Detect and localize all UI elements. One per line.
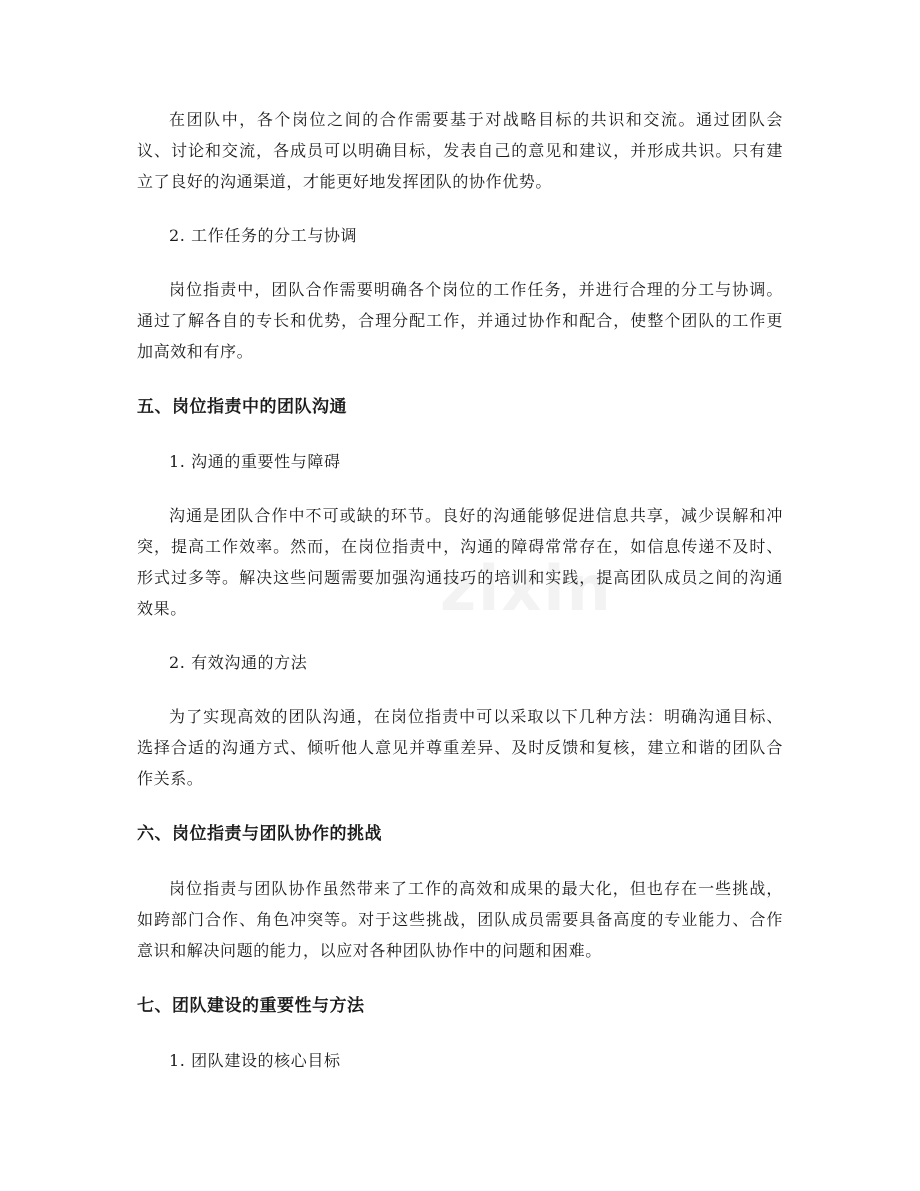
document-body — [137, 104, 783, 1076]
subheading-task-division: 2. 工作任务的分工与协调 — [169, 226, 358, 245]
section-heading-6: 六、岗位指责与团队协作的挑战 — [137, 824, 382, 844]
paragraph-consensus: 在团队中，各个岗位之间的合作需要基于对战略目标的共识和交流。通过团队会议、讨论和交流，各成员可以明确目标，发表自己的意见和建议，并形成共识。只有建立了良好的沟通渠道，才能更好地发挥团队的协作优势。 — [137, 110, 783, 191]
subheading-communication-importance: 1. 沟通的重要性与障碍 — [169, 452, 341, 471]
section-heading-7: 七、团队建设的重要性与方法 — [137, 996, 365, 1016]
subheading-effective-communication: 2. 有效沟通的方法 — [169, 653, 308, 672]
section-heading-5: 五、岗位指责中的团队沟通 — [137, 397, 347, 417]
paragraph-task-division: 岗位指责中，团队合作需要明确各个岗位的工作任务，并进行合理的分工与协调。通过了解各自的专长和优势，合理分配工作，并通过协作和配合，使整个团队的工作更加高效和有序。 — [137, 280, 783, 361]
paragraph-challenges: 岗位指责与团队协作虽然带来了工作的高效和成果的最大化，但也存在一些挑战，如跨部门合作、角色冲突等。对于这些挑战，团队成员需要具备高度的专业能力、合作意识和解决问题的能力，以应对各种团队协作中的问题和困难。 — [137, 879, 783, 960]
paragraph-effective-communication: 为了实现高效的团队沟通，在岗位指责中可以采取以下几种方法：明确沟通目标、选择合适的沟通方式、倾听他人意见并尊重差异、及时反馈和复核，建立和谐的团队合作关系。 — [137, 707, 783, 788]
watermark: zixin — [440, 552, 613, 625]
subheading-team-building-goal: 1. 团队建设的核心目标 — [169, 1051, 341, 1070]
paragraph-communication-importance: 沟通是团队合作中不可或缺的环节。良好的沟通能够促进信息共享，减少误解和冲突，提高工作效率。然而，在岗位指责中，沟通的障碍常常存在，如信息传递不及时、形式过多等。解决这些问题需要加强沟通技巧的培训和实践，提高团队成员之间的沟通效果。 — [137, 506, 783, 618]
